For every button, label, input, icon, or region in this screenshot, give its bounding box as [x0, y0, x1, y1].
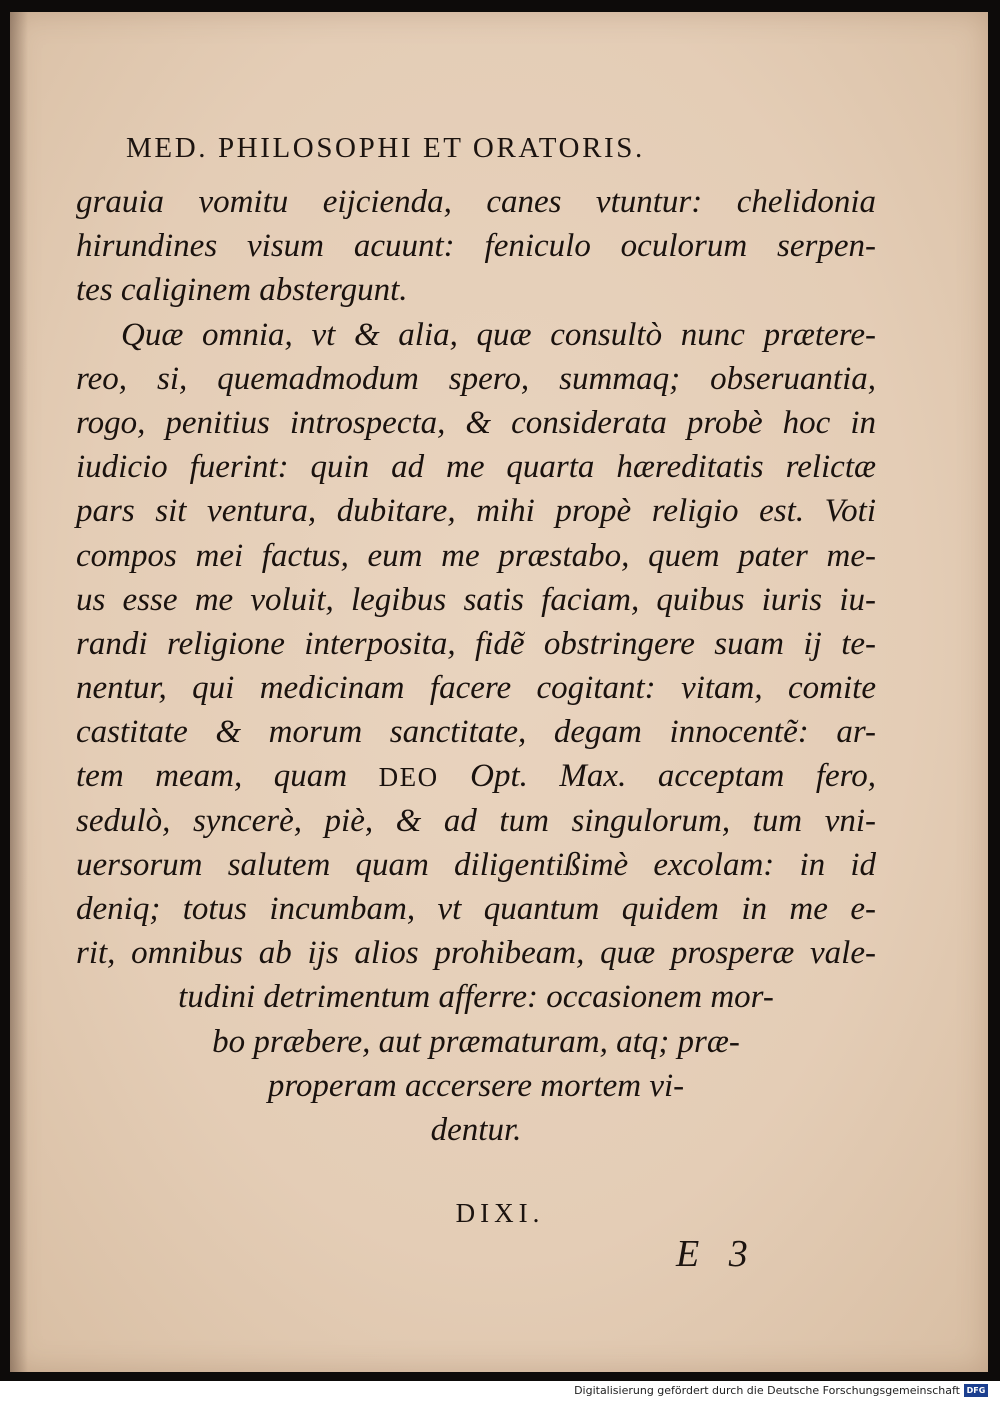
digitization-credit: Digitalisierung gefördert durch die Deutsche Forschungsgemeinschaft: [574, 1384, 960, 1397]
dfg-logo-icon: DFG: [964, 1384, 988, 1397]
text-line: sedulò, syncerè, piè, & ad tum singulorum, tum vni-: [76, 802, 876, 839]
text-line: Quæ omnia, vt & alia, quæ consultò nunc prætere-: [121, 316, 876, 353]
text-line: tudini detrimentum afferre: occasionem mor-: [178, 979, 774, 1016]
text-line: rogo, penitius introspecta, & considerata probè hoc in: [76, 404, 876, 441]
text-line: [76, 754, 876, 798]
text-line: pars sit ventura, dubitare, mihi propè religio est. Voti: [76, 493, 876, 530]
signature-letter: E: [676, 1233, 700, 1275]
text-line: grauia vomitu eijcienda, canes vtuntur: chelidonia: [76, 184, 876, 220]
text-line: compos mei factus, eum me præstabo, quem pater me-: [76, 537, 876, 574]
text-line: nentur, qui medicinam facere cogitant: vitam, comite: [76, 670, 876, 707]
text-line: properam accersere mortem vi-: [267, 1067, 685, 1104]
body-text: [76, 180, 876, 1152]
text-line: tes caliginem abstergunt.: [76, 272, 408, 309]
deo-small-caps: DEO: [378, 762, 439, 793]
page-gutter-shadow: [10, 12, 28, 1372]
text-line: reo, si, quemadmodum spero, summaq; obseruantia,: [76, 360, 876, 397]
text-fragment: tem meam, quam: [76, 758, 348, 795]
text-line: randi religione interposita, fidẽ obstringere suam ij te-: [76, 625, 876, 662]
text-line: us esse me voluit, legibus satis faciam, quibus iuris iu-: [76, 581, 876, 618]
digitization-footer: [0, 1381, 1000, 1401]
text-line: castitate & morum sanctitate, degam innocentẽ: ar-: [76, 714, 876, 751]
signature-mark: [676, 1232, 748, 1276]
text-line: rit, omnibus ab ijs alios prohibeam, quæ prosperæ vale-: [76, 935, 876, 972]
text-line: bo præbere, aut præmaturam, atq; præ-: [212, 1023, 740, 1060]
text-fragment: Opt. Max. acceptam fero,: [470, 758, 876, 795]
text-line: dentur.: [430, 1111, 522, 1148]
closing-word: DIXI.: [455, 1198, 545, 1228]
text-line: hirundines visum acuunt: feniculo oculorum serpen-: [76, 228, 876, 265]
signature-number: 3: [728, 1233, 748, 1275]
text-line: deniq; totus incumbam, vt quantum quidem in me e-: [76, 891, 876, 927]
text-line: iudicio fuerint: quin ad me quarta hæreditatis relictæ: [76, 449, 876, 486]
running-head: MED. PHILOSOPHI ET ORATORIS.: [126, 132, 645, 164]
text-line: uersorum salutem quam diligentißimè excolam: in id: [76, 846, 876, 883]
